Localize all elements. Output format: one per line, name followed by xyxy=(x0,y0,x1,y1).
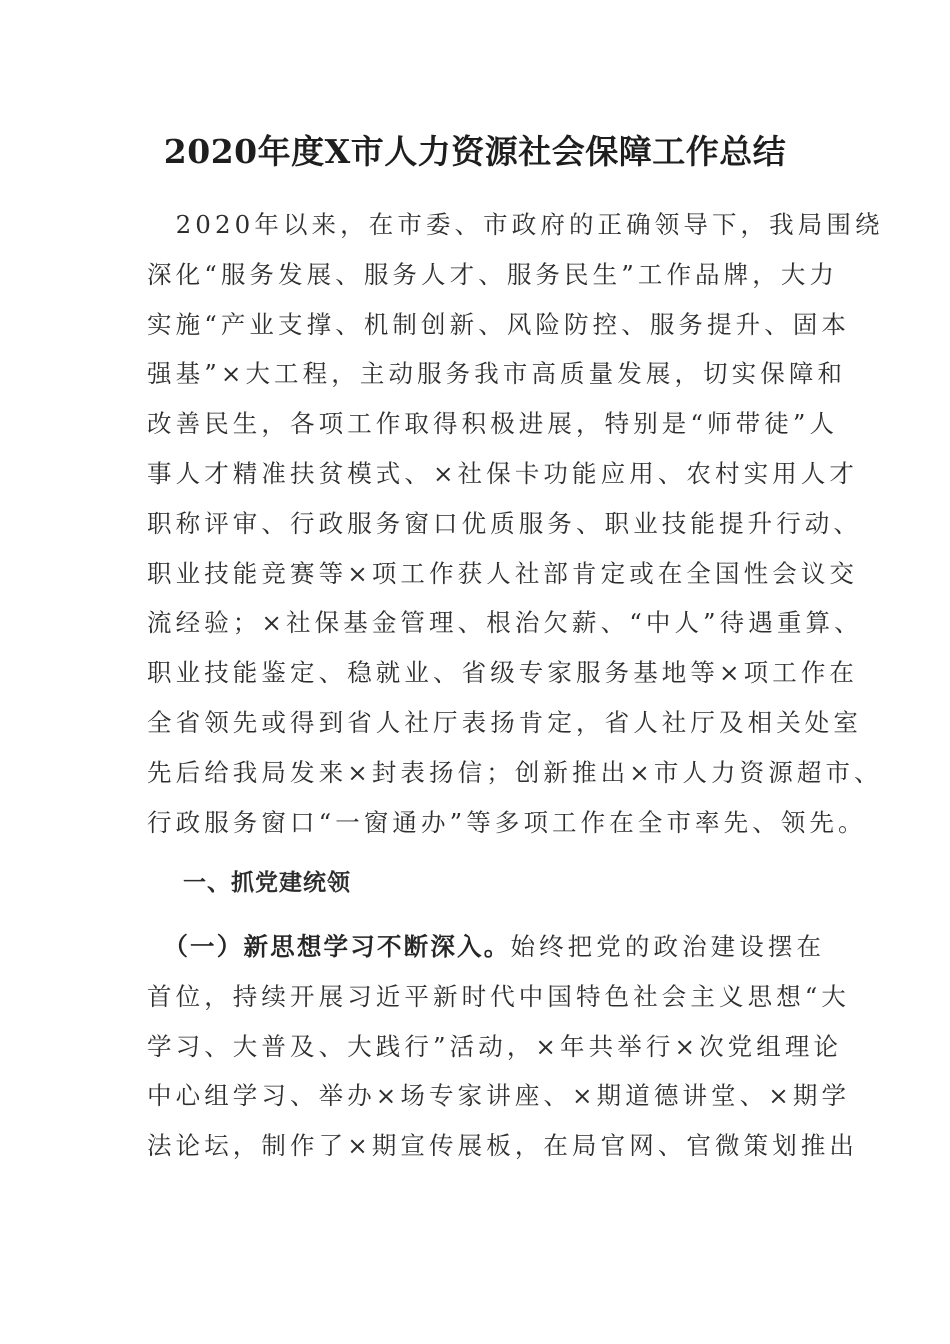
paragraph-line: 职业技能鉴定、稳就业、省级专家服务基地等×项工作在 xyxy=(147,658,859,688)
subsection-heading: （一）新思想学习不断深入。 xyxy=(175,932,511,961)
paragraph-line: 深化“服务发展、服务人才、服务民生”工作品牌，大力 xyxy=(147,259,839,289)
paragraph-line: 学习、大普及、大践行”活动，×年共举行×次党组理论 xyxy=(147,1031,843,1061)
paragraph-line: 改善民生，各项工作取得积极进展，特别是“师带徒”人 xyxy=(147,409,839,439)
intro-paragraph xyxy=(147,200,884,847)
paragraph-line: 中心组学习、举办×场专家讲座、×期道德讲堂、×期学 xyxy=(147,1081,851,1111)
paragraph-line: 先后给我局发来×封表扬信；创新推出×市人力资源超市、 xyxy=(147,757,883,787)
section-paragraph xyxy=(147,922,859,1171)
paragraph-line: 全省领先或得到省人社厅表扬肯定，省人社厅及相关处室 xyxy=(147,707,862,737)
paragraph-text: 始终把党的政治建设摆在 xyxy=(510,932,826,961)
paragraph-line: 行政服务窗口“一窗通办”等多项工作在全市率先、领先。 xyxy=(147,807,867,837)
paragraph-line: 事人才精准扶贫模式、×社保卡功能应用、农村实用人才 xyxy=(147,458,859,488)
paragraph-line: 2020年以来，在市委、市政府的正确领导下，我局围绕 xyxy=(147,210,884,239)
paragraph-line: 职称评审、行政服务窗口优质服务、职业技能提升行动、 xyxy=(147,508,862,538)
paragraph-line: 流经验；×社保基金管理、根治欠薪、“中人”待遇重算、 xyxy=(147,608,863,638)
paragraph-line: 法论坛，制作了×期宣传展板，在局官网、官微策划推出 xyxy=(147,1131,859,1161)
paragraph-line: 职业技能竞赛等×项工作获人社部肯定或在全国性会议交 xyxy=(147,558,859,588)
paragraph-first-line xyxy=(147,922,837,972)
document-title: 2020年度X市人力资源社会保障工作总结 xyxy=(163,132,787,171)
paragraph-line: 强基”×大工程，主动服务我市高质量发展，切实保障和 xyxy=(147,359,847,389)
paragraph-line: 实施“产业支撑、机制创新、风险防控、服务提升、固本 xyxy=(147,309,851,339)
section-heading: 一、抓党建统领 xyxy=(183,870,351,896)
paragraph-line: 首位，持续开展习近平新时代中国特色社会主义思想“大 xyxy=(147,981,851,1011)
